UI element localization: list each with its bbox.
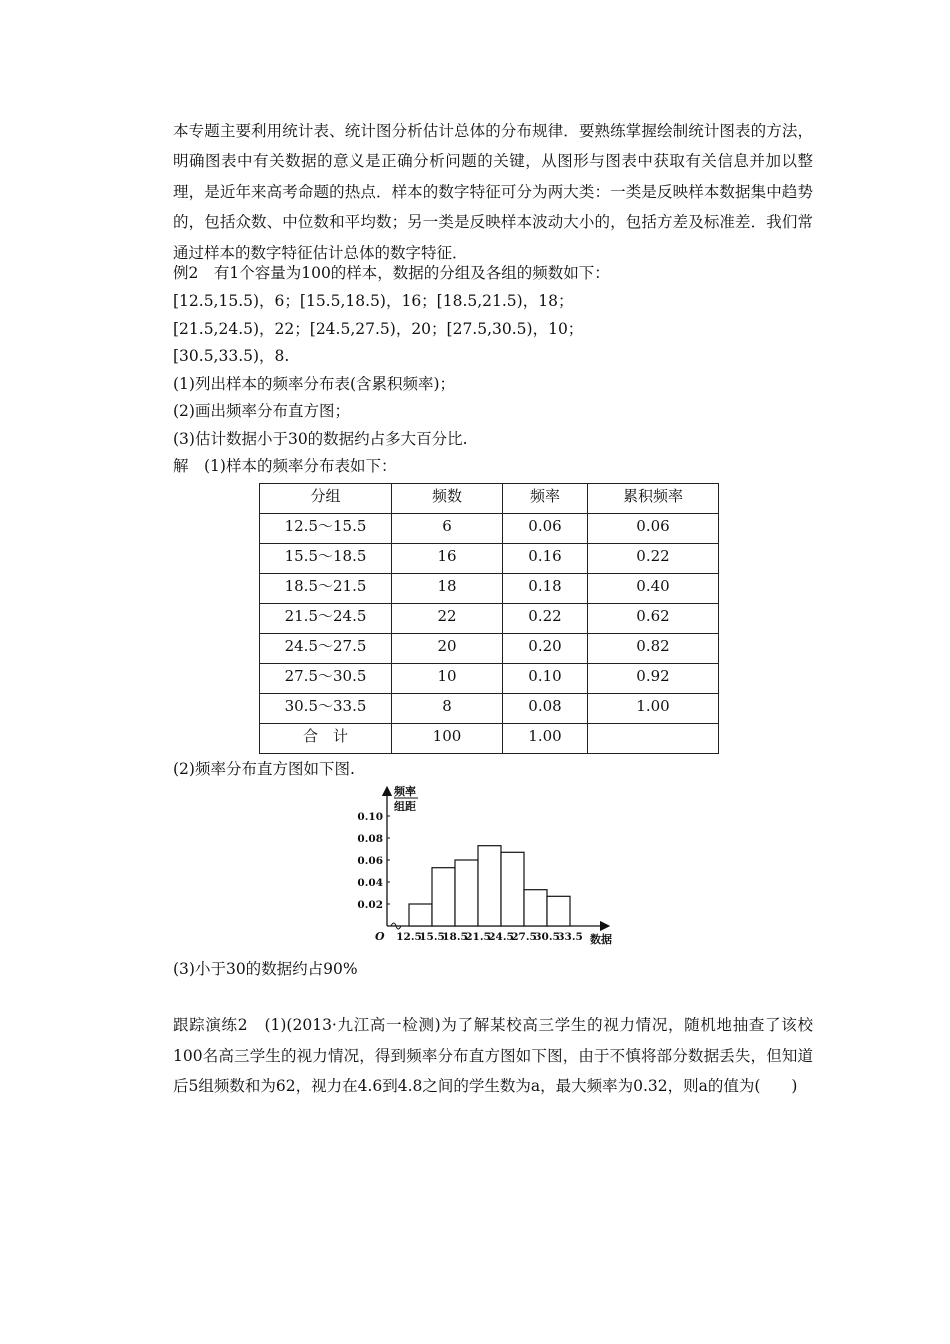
x-tick-label: 24.5	[488, 931, 514, 943]
table-cell: 合 计	[260, 724, 392, 754]
table-cell: 0.20	[503, 634, 588, 664]
table-cell: 18	[392, 574, 503, 604]
table-row	[260, 514, 719, 544]
table-row	[260, 664, 719, 694]
example-data-line: [21.5,24.5)，22；[24.5,27.5)，20；[27.5,30.5)，10；	[173, 320, 584, 338]
x-tick-label: 21.5	[465, 931, 491, 943]
table-cell: 0.06	[588, 514, 719, 544]
table-total-row	[260, 724, 719, 754]
histogram-bar	[547, 896, 570, 926]
table-cell: 16	[392, 544, 503, 574]
y-tick-labels	[357, 811, 390, 911]
table-cell: 0.16	[503, 544, 588, 574]
table-cell: 1.00	[503, 724, 588, 754]
table-row	[260, 604, 719, 634]
origin-label: O	[375, 930, 385, 943]
table-cell: 24.5～27.5	[260, 634, 392, 664]
x-tick-labels	[396, 931, 583, 943]
table-cell: 10	[392, 664, 503, 694]
y-tick-label: 0.04	[357, 877, 383, 889]
histogram-bar	[478, 846, 501, 926]
table-cell: 18.5～21.5	[260, 574, 392, 604]
histogram-bar	[455, 860, 478, 926]
y-tick-label: 0.02	[357, 899, 383, 911]
table-header-cell: 频率	[503, 484, 588, 514]
intro-paragraph: 本专题主要利用统计表、统计图分析估计总体的分布规律．要熟练掌握绘制统计图表的方法，明确图表中有关数据的意义是正确分析问题的关键，从图形与图表中获取有关信息并加以整理，是近年来高考命题的热点．样本的数字特征可分为两大类：一类是反映样本数据集中趋势的，包括众数、中位数和平均数；另一类是反映样本波动大小的，包括方差及标准差．我们常通过样本的数字特征估计总体的数字特征．	[173, 122, 813, 262]
example-heading: 例2 有1个容量为100的样本，数据的分组及各组的频数如下：	[173, 264, 610, 282]
y-tick-label: 0.08	[357, 833, 383, 845]
table-cell: 0.22	[588, 544, 719, 574]
answer-3: (3)小于30的数据约占90%	[173, 960, 358, 978]
example-data-line: [30.5,33.5)，8.	[173, 347, 290, 365]
table-cell: 0.82	[588, 634, 719, 664]
table-cell: 8	[392, 694, 503, 724]
y-axis-label-top: 频率	[394, 785, 416, 798]
x-tick-label: 30.5	[534, 931, 560, 943]
table-row	[260, 544, 719, 574]
table-header-cell: 累积频率	[588, 484, 719, 514]
table-row	[260, 694, 719, 724]
table-cell: 22	[392, 604, 503, 634]
table-cell: 0.40	[588, 574, 719, 604]
y-tick-label: 0.06	[357, 855, 383, 867]
table-cell: 21.5～24.5	[260, 604, 392, 634]
histogram-caption: (2)频率分布直方图如下图.	[173, 760, 355, 778]
x-tick-label: 33.5	[557, 931, 583, 943]
histogram-bars	[409, 846, 570, 926]
table-cell: 0.62	[588, 604, 719, 634]
x-tick-label: 12.5	[396, 931, 422, 943]
y-axis-label-bottom: 组距	[394, 800, 416, 813]
question-line: (2)画出频率分布直方图；	[173, 402, 350, 420]
y-tick-label: 0.10	[357, 811, 383, 823]
x-tick-label: 15.5	[419, 931, 445, 943]
table-cell: 6	[392, 514, 503, 544]
solution-intro: 解 (1)样本的频率分布表如下：	[173, 457, 397, 475]
table-cell: 15.5～18.5	[260, 544, 392, 574]
question-line: (1)列出样本的频率分布表(含累积频率)；	[173, 375, 456, 393]
table-row	[260, 574, 719, 604]
frequency-table	[259, 483, 719, 754]
table-cell	[588, 724, 719, 754]
histogram-bar	[501, 852, 524, 926]
table-cell: 0.06	[503, 514, 588, 544]
histogram-bar	[524, 890, 547, 926]
question-line: (3)估计数据小于30的数据约占多大百分比.	[173, 430, 468, 448]
table-cell: 0.22	[503, 604, 588, 634]
table-row	[260, 634, 719, 664]
followup-paragraph: 跟踪演练2 (1)(2013·九江高一检测)为了解某校高三学生的视力情况，随机地抽查了该校100名高三学生的视力情况，得到频率分布直方图如下图，由于不慎将部分数据丢失，但知道后5组频数和为62，视力在4.6到4.8之间的学生数为a，最大频率为0.32，则a的值为( )	[173, 1016, 813, 1095]
x-tick-label: 27.5	[511, 931, 537, 943]
histogram-bar	[409, 904, 432, 926]
table-header-row	[260, 484, 719, 514]
table-cell: 100	[392, 724, 503, 754]
table-cell: 0.10	[503, 664, 588, 694]
x-axis-label: 数据	[590, 933, 612, 946]
table-cell: 30.5～33.5	[260, 694, 392, 724]
table-cell: 12.5～15.5	[260, 514, 392, 544]
table-cell: 0.92	[588, 664, 719, 694]
x-tick-label: 18.5	[442, 931, 468, 943]
histogram-bar	[432, 868, 455, 926]
example-data-line: [12.5,15.5)，6；[15.5,18.5)，16；[18.5,21.5)，18；	[173, 292, 574, 310]
table-header-cell: 分组	[260, 484, 392, 514]
table-cell: 20	[392, 634, 503, 664]
frequency-histogram	[350, 783, 650, 953]
table-cell: 0.18	[503, 574, 588, 604]
table-cell: 27.5～30.5	[260, 664, 392, 694]
table-header-cell: 频数	[392, 484, 503, 514]
table-cell: 1.00	[588, 694, 719, 724]
table-cell: 0.08	[503, 694, 588, 724]
